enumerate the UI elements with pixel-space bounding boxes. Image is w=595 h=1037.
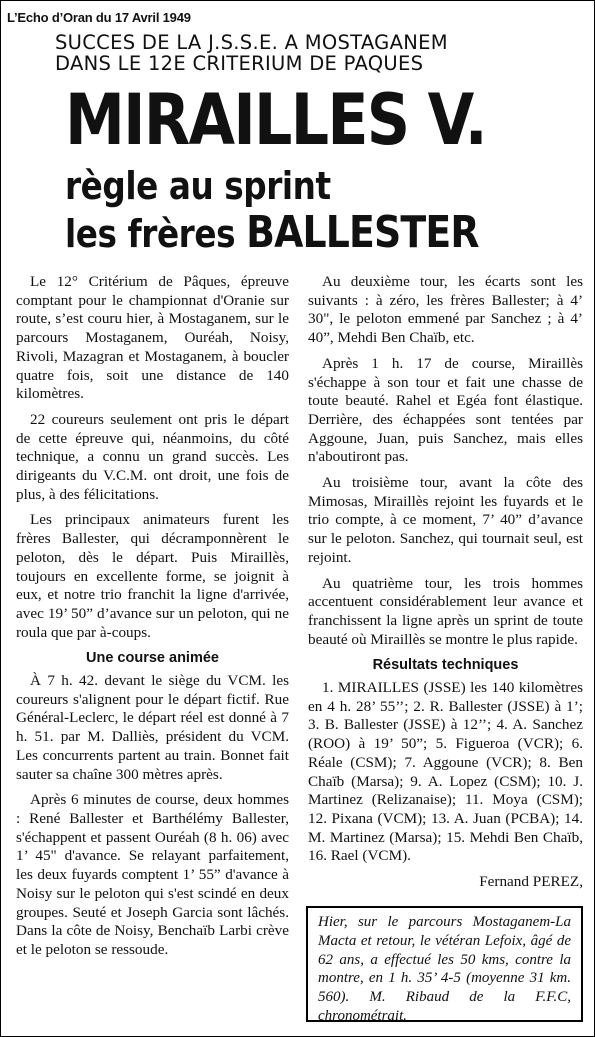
article-paragraph: Au troisième tour, avant la côte des Mimosas, Miraillès rejoint les fuyards et le trio compte, à ce moment, 7’ 40” d’avance sur le peloton. Sanchez, qui tournait seul, est rejoint. <box>308 474 583 566</box>
article-left-column <box>16 273 289 967</box>
author-signature: Fernand PEREZ, <box>479 873 583 891</box>
results-list: 1. MIRAILLES (JSSE) les 140 kilomètres en 4 h. 28’ 55’’; 2. R. Ballester (JSSE) à 1’; 3. B. Ballester (JSSE) à 12’’; 4. A. Sanchez (ROO) à 19’ 50”; 5. Figueroa (VCR); 6. Réale (CSM); 7. Aggoune (VCR); 8. Ben Chaïb (Marsa); 9. A. Lopez (CSM); 10. J. Martinez (Relizanaise); 11. Moya (CSM); 12. Pixana (VCM); 13. A. Juan (PCBA); 14. M. Martinez (Marsa); 15. Mehdi Ben Chaïb, 16. Rael (VCM). <box>308 679 583 865</box>
headline-sub-1: règle au sprint <box>65 164 331 208</box>
headline-sub-2 <box>65 207 479 258</box>
kicker-line-2: DANS LE 12E CRITERIUM DE PAQUES <box>55 52 424 75</box>
subhead-une-course-animee: Une course animée <box>86 650 219 667</box>
article-paragraph: Au quatrième tour, les trois hommes accentuent considérablement leur avance et franchissent la ligne après un sprint de toute beauté où Miraillès se montre le plus rapide. <box>308 574 583 648</box>
article-paragraph: 22 coureurs seulement ont pris le départ de cette épreuve qui, néanmoins, du côté technique, a connu un grand succès. Les dirigeants du V.C.M. ont droit, une fois de plus, à des félicitations. <box>16 410 289 503</box>
article-paragraph: Les principaux animateurs furent les frères Ballester, qui décramponnèrent le peloton, dès le départ. Puis Miraillès, toujours en excellente forme, se joignit à eux, et notre trio franchit la ligne d'arrivée, avec 19’ 50” d’avance sur un peloton, qui ne roula que par à-coups. <box>16 511 289 641</box>
article-paragraph: À 7 h. 42. devant le siège du VCM. les coureurs s'alignent pour le départ fictif. Rue Général-Leclerc, le départ réel est donné à 7 h. 51. par M. Dalliès, président du VCM. Les concurrents partent au train. Bonnet fait sauter sa chaîne 300 mètres après. <box>16 672 289 783</box>
source-line: L’Echo d’Oran du 17 Avril 1949 <box>7 10 191 25</box>
article-paragraph: Après 1 h. 17 de course, Miraillès s'échappe à son tour et fait une chasse de toute beauté. Rahel et Egéa font élastique. Derrière, des échappées sont tentées par Aggoune, Juan, puis Sanchez, mais elles n'aboutiront pas. <box>308 354 583 466</box>
subhead-resultats-techniques: Résultats techniques <box>372 657 519 674</box>
headline-main: MIRAILLES V. <box>65 79 486 161</box>
headline-sub-2-name: BALLESTER <box>246 207 479 258</box>
article-right-column <box>308 273 583 899</box>
article-paragraph: Au deuxième tour, les écarts sont les suivants : à zéro, les frères Ballester; à 4’ 30", le peloton emmené par Sanchez ; à 4’ 40”, Mehdi Ben Chaïb, etc. <box>308 273 583 347</box>
kicker-headline <box>55 32 555 74</box>
article-paragraph: Le 12° Critérium de Pâques, épreuve comptant pour le championnat d'Oranie sur route, s’est couru hier, à Mostaganem, sur le parcours Mostaganem, Ouréah, Noisy, Rivoli, Mazagran et Mostaganem, à boucler quatre fois, soit une distance de 140 kilomètres. <box>16 273 289 403</box>
headline-sub-2-prefix: les frères <box>65 212 247 256</box>
article-paragraph: Après 6 minutes de course, deux hommes : René Ballester et Barthélémy Ballester, s'échappent et passent Ouréah (8 h. 06) avec 1’ 45" d'avance. Se relayant parfaitement, les deux fuyards comptent 1’ 55” d'avance à Noisy sur le peloton qui s'est scindé en deux groupes. Seuté et Joseph Garcia sont lâchés. Dans la côte de Noisy, Benchaïb Larbi crève et le peloton se ressoude. <box>16 791 289 958</box>
boxed-note: Hier, sur le parcours Mostaganem-La Macta et retour, le vétéran Lefoix, âgé de 62 ans, a effectué les 50 kms, contre la montre, en 1 h. 35’ 4-5 (moyenne 31 km. 560). M. Ribaud de la F.F.C, chronométrait. <box>306 906 583 1022</box>
kicker-line-1: SUCCES DE LA J.S.S.E. A MOSTAGANEM <box>55 31 448 54</box>
